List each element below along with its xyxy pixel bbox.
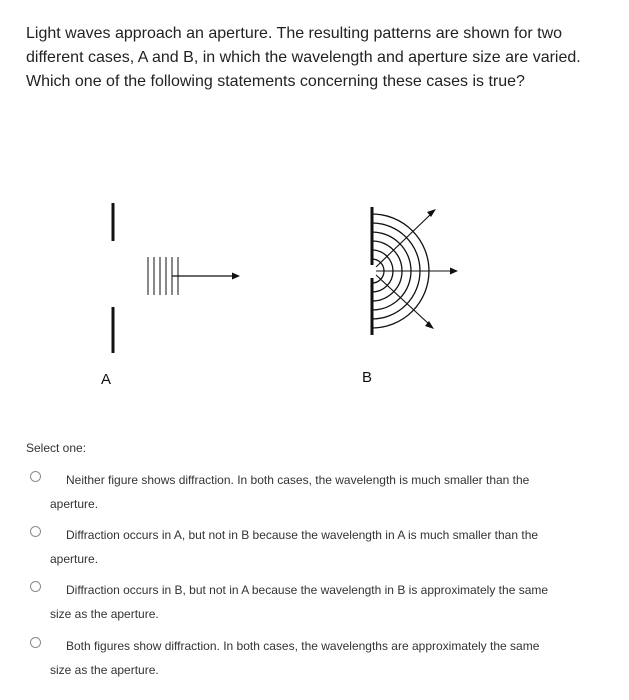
answer-radio-2[interactable] [30,526,41,537]
case-b-arrow-right-head [450,268,458,275]
answer-radio-1[interactable] [30,471,41,482]
answer-option-4[interactable] [30,634,570,684]
case-a-label: A [101,371,112,388]
case-a-diagram [113,203,240,353]
answer-option-2[interactable] [30,523,570,573]
answer-option-3[interactable] [30,578,570,628]
answer-option-text: Neither figure shows diffraction. In both cases, the wavelength is much smaller than the aperture. [50,473,530,511]
diffraction-diagram [0,195,629,395]
question-text: Light waves approach an aperture. The resulting patterns are shown for two different cases, A and B, in which the wavelength and aperture size are varied. Which one of the following statements concerning these cases is true? [26,25,581,90]
case-b-label: B [362,369,373,386]
answer-option-text: Both figures show diffraction. In both cases, the wavelengths are approximately the same size as the aperture. [50,639,540,677]
answer-option-1[interactable] [30,468,570,518]
case-a-arrow-head [232,273,240,280]
diffraction-figure [0,195,629,395]
answer-radio-4[interactable] [30,637,41,648]
answer-option-text: Diffraction occurs in A, but not in B because the wavelength in A is much smaller than the aperture. [50,528,539,566]
case-b-diagram [372,207,458,335]
answer-option-text: Diffraction occurs in B, but not in A because the wavelength in B is approximately the same size as the aperture. [50,583,549,621]
select-one-prompt: Select one: [26,441,87,455]
answer-radio-3[interactable] [30,581,41,592]
case-b-arrow-up-shaft [376,213,432,267]
